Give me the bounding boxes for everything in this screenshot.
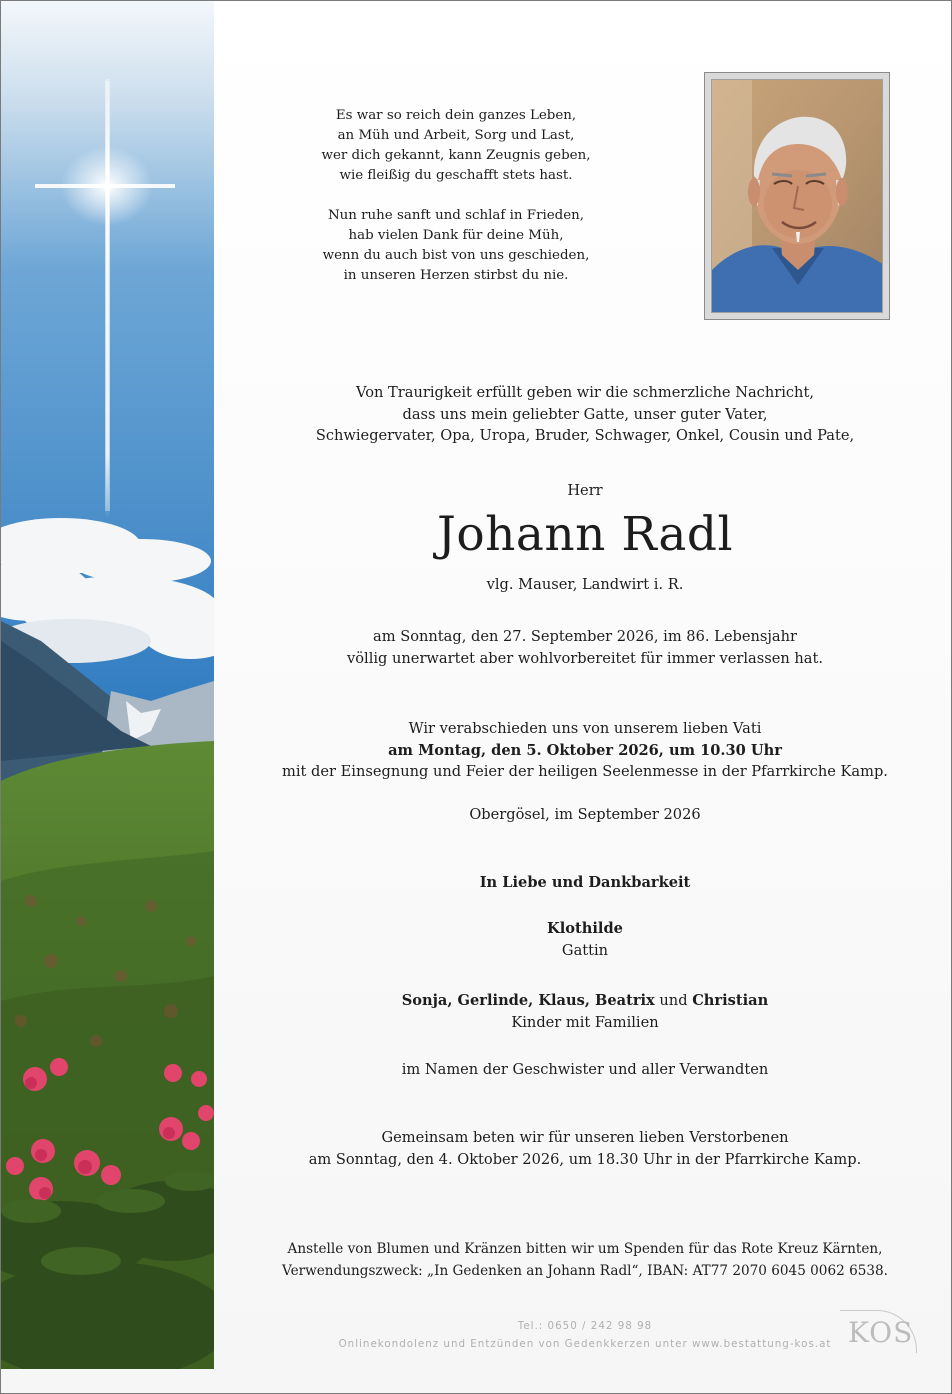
- deceased-subtitle: vlg. Mauser, Landwirt i. R.: [486, 576, 684, 593]
- death-line: am Sonntag, den 27. September 2026, im 86. Lebensjahr: [373, 628, 797, 645]
- footer-phone: Tel.: 0650 / 242 98 98: [517, 1320, 653, 1332]
- mourners-intro: In Liebe und Dankbarkeit: [479, 874, 691, 891]
- announcement-line: Schwiegervater, Opa, Uropa, Bruder, Schwager, Onkel, Cousin und Pate,: [315, 427, 855, 444]
- death-notice: [220, 626, 950, 669]
- poem-stanza-1: [294, 106, 618, 186]
- children-and: und: [659, 992, 688, 1009]
- announcement-line: dass uns mein geliebter Gatte, unser guter Vater,: [402, 405, 768, 423]
- funeral-info: [220, 718, 950, 783]
- children: [220, 990, 950, 1033]
- donation-line: Anstelle von Blumen und Kränzen bitten wir um Spenden für das Rote Kreuz Kärnten,: [287, 1241, 883, 1257]
- prayer-line: am Sonntag, den 4. Oktober 2026, um 18.30 Uhr in der Pfarrkirche Kamp.: [308, 1150, 862, 1168]
- funeral-date: am Montag, den 5. Oktober 2026, um 10.30 Uhr: [388, 741, 782, 759]
- poem-line: wenn du auch bist von uns geschieden,: [322, 248, 590, 263]
- funeral-line-1: Wir verabschieden uns von unserem lieben Vati: [408, 720, 762, 737]
- footer-online: Onlinekondolenz und Entzünden von Gedenkkerzen unter www.bestattung-kos.at: [338, 1338, 832, 1350]
- poem-stanza-2: [294, 206, 618, 286]
- relatives: im Namen der Geschwister und aller Verwandten: [401, 1061, 769, 1078]
- poem-line: wer dich gekannt, kann Zeugnis geben,: [321, 148, 591, 163]
- poem-line: in unseren Herzen stirbst du nie.: [343, 268, 569, 283]
- announcement-line: Von Traurigkeit erfüllt geben wir die schmerzliche Nachricht,: [356, 384, 814, 401]
- donation-line: Verwendungszweck: „In Gedenken an Johann Radl“, IBAN: AT77 2070 6045 0062 6538.: [282, 1262, 888, 1279]
- poem-line: an Müh und Arbeit, Sorg und Last,: [337, 128, 575, 143]
- death-line: völlig unerwartet aber wohlvorbereitet für immer verlassen hat.: [347, 649, 823, 667]
- spouse: [220, 918, 950, 961]
- funeral-line-3: mit der Einsegnung und Feier der heiligen Seelenmesse in der Pfarrkirche Kamp.: [282, 763, 888, 780]
- announcement-text: [220, 382, 950, 447]
- poem-line: wie fleißig du geschafft stets hast.: [339, 168, 573, 183]
- place-date: Obergösel, im September 2026: [469, 806, 701, 823]
- children-names-line: [220, 990, 950, 1012]
- children-last: Christian: [692, 992, 769, 1009]
- prayer-line: Gemeinsam beten wir für unseren lieben Verstorbenen: [381, 1129, 789, 1146]
- spouse-role: Gattin: [561, 941, 609, 959]
- spouse-name: Klothilde: [547, 920, 623, 937]
- side-landscape-image: [1, 1, 214, 1369]
- salutation: Herr: [567, 482, 603, 499]
- poem: [294, 106, 618, 286]
- portrait-image: [711, 79, 883, 313]
- children-names: Sonja, Gerlinde, Klaus, Beatrix: [401, 992, 655, 1009]
- poem-line: hab vielen Dank für deine Müh,: [348, 228, 564, 243]
- landscape-illustration: [1, 1, 214, 1369]
- portrait-illustration: [712, 80, 883, 313]
- prayer-notice: [220, 1127, 950, 1170]
- kos-logo: KOS: [848, 1316, 914, 1349]
- deceased-name: Johann Radl: [436, 507, 733, 562]
- portrait-photo: [704, 72, 890, 320]
- children-role: Kinder mit Familien: [511, 1013, 659, 1031]
- donation-notice: [220, 1239, 950, 1282]
- poem-line: Nun ruhe sanft und schlaf in Frieden,: [327, 208, 585, 223]
- poem-line: Es war so reich dein ganzes Leben,: [335, 108, 577, 123]
